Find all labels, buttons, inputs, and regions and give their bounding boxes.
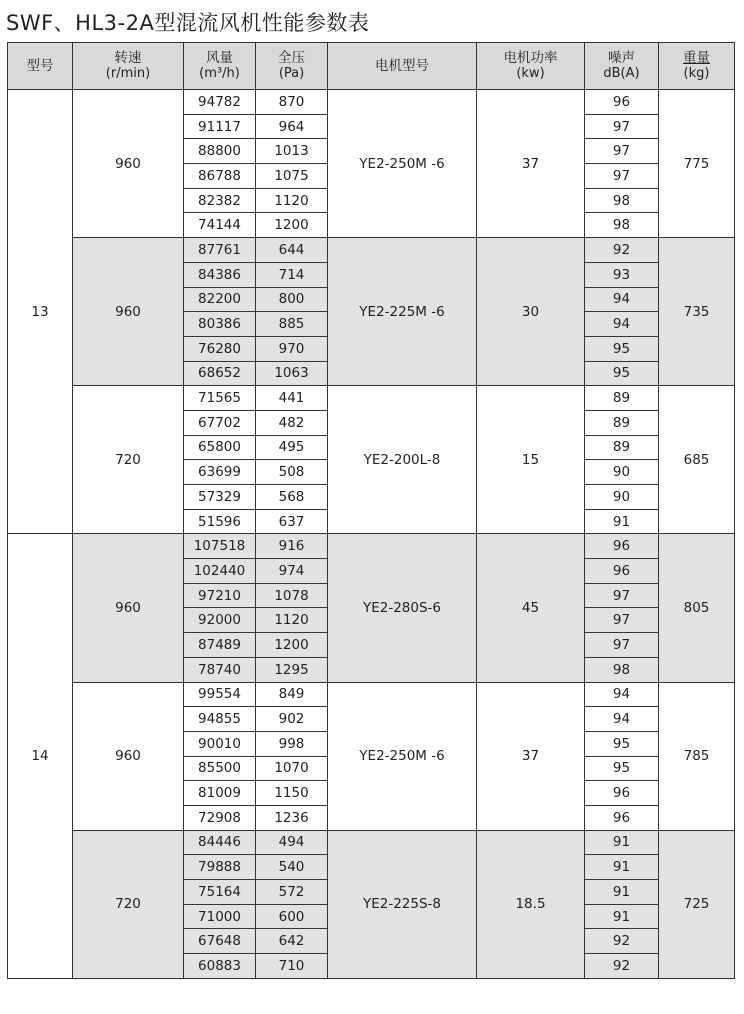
power-cell: 45 (477, 534, 585, 682)
noise-cell: 95 (585, 731, 659, 756)
noise-cell: 94 (585, 312, 659, 337)
noise-cell: 97 (585, 608, 659, 633)
table-row (8, 830, 735, 855)
airflow-cell: 67648 (184, 929, 256, 954)
model-cell: 14 (8, 534, 73, 978)
pressure-cell: 495 (256, 435, 328, 460)
noise-cell: 97 (585, 633, 659, 658)
pressure-cell: 482 (256, 410, 328, 435)
motor-cell: YE2-225S-8 (328, 830, 477, 978)
airflow-cell: 84386 (184, 262, 256, 287)
weight-cell: 775 (659, 90, 735, 238)
pressure-cell: 642 (256, 929, 328, 954)
airflow-cell: 97210 (184, 583, 256, 608)
pressure-cell: 540 (256, 855, 328, 880)
airflow-cell: 65800 (184, 435, 256, 460)
header-pressure: 全压 (Pa) (256, 43, 328, 90)
airflow-cell: 75164 (184, 880, 256, 905)
noise-cell: 96 (585, 90, 659, 115)
pressure-cell: 849 (256, 682, 328, 707)
pressure-cell: 916 (256, 534, 328, 559)
pressure-cell: 970 (256, 336, 328, 361)
noise-cell: 91 (585, 880, 659, 905)
airflow-cell: 99554 (184, 682, 256, 707)
pressure-cell: 441 (256, 386, 328, 411)
noise-cell: 97 (585, 583, 659, 608)
noise-cell: 89 (585, 386, 659, 411)
pressure-cell: 870 (256, 90, 328, 115)
airflow-cell: 107518 (184, 534, 256, 559)
page-title: SWF、HL3-2A型混流风机性能参数表 (6, 11, 370, 35)
noise-cell: 97 (585, 139, 659, 164)
airflow-cell: 71565 (184, 386, 256, 411)
header-airflow: 风量 (m³/h) (184, 43, 256, 90)
noise-cell: 90 (585, 485, 659, 510)
model-cell: 13 (8, 90, 73, 534)
noise-cell: 91 (585, 904, 659, 929)
power-cell: 37 (477, 90, 585, 238)
airflow-cell: 82200 (184, 287, 256, 312)
airflow-cell: 84446 (184, 830, 256, 855)
table-row (8, 682, 735, 707)
airflow-cell: 57329 (184, 485, 256, 510)
pressure-cell: 1295 (256, 657, 328, 682)
pressure-cell: 964 (256, 114, 328, 139)
table-row (8, 90, 735, 115)
airflow-cell: 94782 (184, 90, 256, 115)
airflow-cell: 94855 (184, 707, 256, 732)
airflow-cell: 71000 (184, 904, 256, 929)
motor-cell: YE2-200L-8 (328, 386, 477, 534)
pressure-cell: 1120 (256, 608, 328, 633)
pressure-cell: 568 (256, 485, 328, 510)
pressure-cell: 710 (256, 954, 328, 979)
table-body (8, 90, 735, 979)
noise-cell: 97 (585, 164, 659, 189)
pressure-cell: 494 (256, 830, 328, 855)
pressure-cell: 998 (256, 731, 328, 756)
airflow-cell: 90010 (184, 731, 256, 756)
airflow-cell: 74144 (184, 213, 256, 238)
noise-cell: 97 (585, 114, 659, 139)
power-cell: 18.5 (477, 830, 585, 978)
motor-cell: YE2-225M -6 (328, 238, 477, 386)
pressure-cell: 508 (256, 460, 328, 485)
pressure-cell: 1200 (256, 213, 328, 238)
pressure-cell: 1150 (256, 781, 328, 806)
power-cell: 30 (477, 238, 585, 386)
pressure-cell: 572 (256, 880, 328, 905)
motor-cell: YE2-250M -6 (328, 682, 477, 830)
speed-cell: 960 (73, 90, 184, 238)
pressure-cell: 800 (256, 287, 328, 312)
noise-cell: 98 (585, 657, 659, 682)
airflow-cell: 63699 (184, 460, 256, 485)
airflow-cell: 72908 (184, 805, 256, 830)
header-noise: 噪声 dB(A) (585, 43, 659, 90)
airflow-cell: 78740 (184, 657, 256, 682)
noise-cell: 96 (585, 559, 659, 584)
noise-cell: 96 (585, 534, 659, 559)
table-row (8, 534, 735, 559)
table-row (8, 238, 735, 263)
airflow-cell: 51596 (184, 509, 256, 534)
header-weight: 重量 (kg) (659, 43, 735, 90)
airflow-cell: 60883 (184, 954, 256, 979)
table-header-row (8, 43, 735, 90)
airflow-cell: 82382 (184, 188, 256, 213)
airflow-cell: 92000 (184, 608, 256, 633)
noise-cell: 93 (585, 262, 659, 287)
pressure-cell: 1075 (256, 164, 328, 189)
noise-cell: 98 (585, 188, 659, 213)
airflow-cell: 67702 (184, 410, 256, 435)
motor-cell: YE2-280S-6 (328, 534, 477, 682)
pressure-cell: 885 (256, 312, 328, 337)
header-power: 电机功率 (kw) (477, 43, 585, 90)
pressure-cell: 1078 (256, 583, 328, 608)
noise-cell: 95 (585, 361, 659, 386)
speed-cell: 960 (73, 682, 184, 830)
weight-cell: 735 (659, 238, 735, 386)
pressure-cell: 974 (256, 559, 328, 584)
pressure-cell: 644 (256, 238, 328, 263)
pressure-cell: 902 (256, 707, 328, 732)
noise-cell: 92 (585, 954, 659, 979)
header-model: 型号 (8, 43, 73, 90)
power-cell: 15 (477, 386, 585, 534)
airflow-cell: 85500 (184, 756, 256, 781)
noise-cell: 91 (585, 509, 659, 534)
noise-cell: 96 (585, 805, 659, 830)
noise-cell: 95 (585, 756, 659, 781)
noise-cell: 90 (585, 460, 659, 485)
header-motor: 电机型号 (328, 43, 477, 90)
airflow-cell: 91117 (184, 114, 256, 139)
noise-cell: 98 (585, 213, 659, 238)
weight-cell: 785 (659, 682, 735, 830)
airflow-cell: 79888 (184, 855, 256, 880)
pressure-cell: 1120 (256, 188, 328, 213)
noise-cell: 92 (585, 238, 659, 263)
noise-cell: 91 (585, 855, 659, 880)
noise-cell: 89 (585, 410, 659, 435)
pressure-cell: 1236 (256, 805, 328, 830)
table-row (8, 386, 735, 411)
fan-performance-table (7, 42, 735, 979)
noise-cell: 92 (585, 929, 659, 954)
airflow-cell: 88800 (184, 139, 256, 164)
power-cell: 37 (477, 682, 585, 830)
weight-cell: 685 (659, 386, 735, 534)
airflow-cell: 86788 (184, 164, 256, 189)
speed-cell: 720 (73, 830, 184, 978)
motor-cell: YE2-250M -6 (328, 90, 477, 238)
speed-cell: 960 (73, 238, 184, 386)
weight-cell: 805 (659, 534, 735, 682)
airflow-cell: 80386 (184, 312, 256, 337)
pressure-cell: 1063 (256, 361, 328, 386)
noise-cell: 96 (585, 781, 659, 806)
pressure-cell: 1200 (256, 633, 328, 658)
noise-cell: 94 (585, 707, 659, 732)
airflow-cell: 87489 (184, 633, 256, 658)
pressure-cell: 637 (256, 509, 328, 534)
airflow-cell: 87761 (184, 238, 256, 263)
speed-cell: 960 (73, 534, 184, 682)
header-speed: 转速 (r/min) (73, 43, 184, 90)
pressure-cell: 1013 (256, 139, 328, 164)
pressure-cell: 1070 (256, 756, 328, 781)
noise-cell: 91 (585, 830, 659, 855)
weight-cell: 725 (659, 830, 735, 978)
airflow-cell: 102440 (184, 559, 256, 584)
airflow-cell: 76280 (184, 336, 256, 361)
speed-cell: 720 (73, 386, 184, 534)
airflow-cell: 81009 (184, 781, 256, 806)
airflow-cell: 68652 (184, 361, 256, 386)
noise-cell: 94 (585, 287, 659, 312)
noise-cell: 89 (585, 435, 659, 460)
pressure-cell: 600 (256, 904, 328, 929)
noise-cell: 95 (585, 336, 659, 361)
noise-cell: 94 (585, 682, 659, 707)
pressure-cell: 714 (256, 262, 328, 287)
